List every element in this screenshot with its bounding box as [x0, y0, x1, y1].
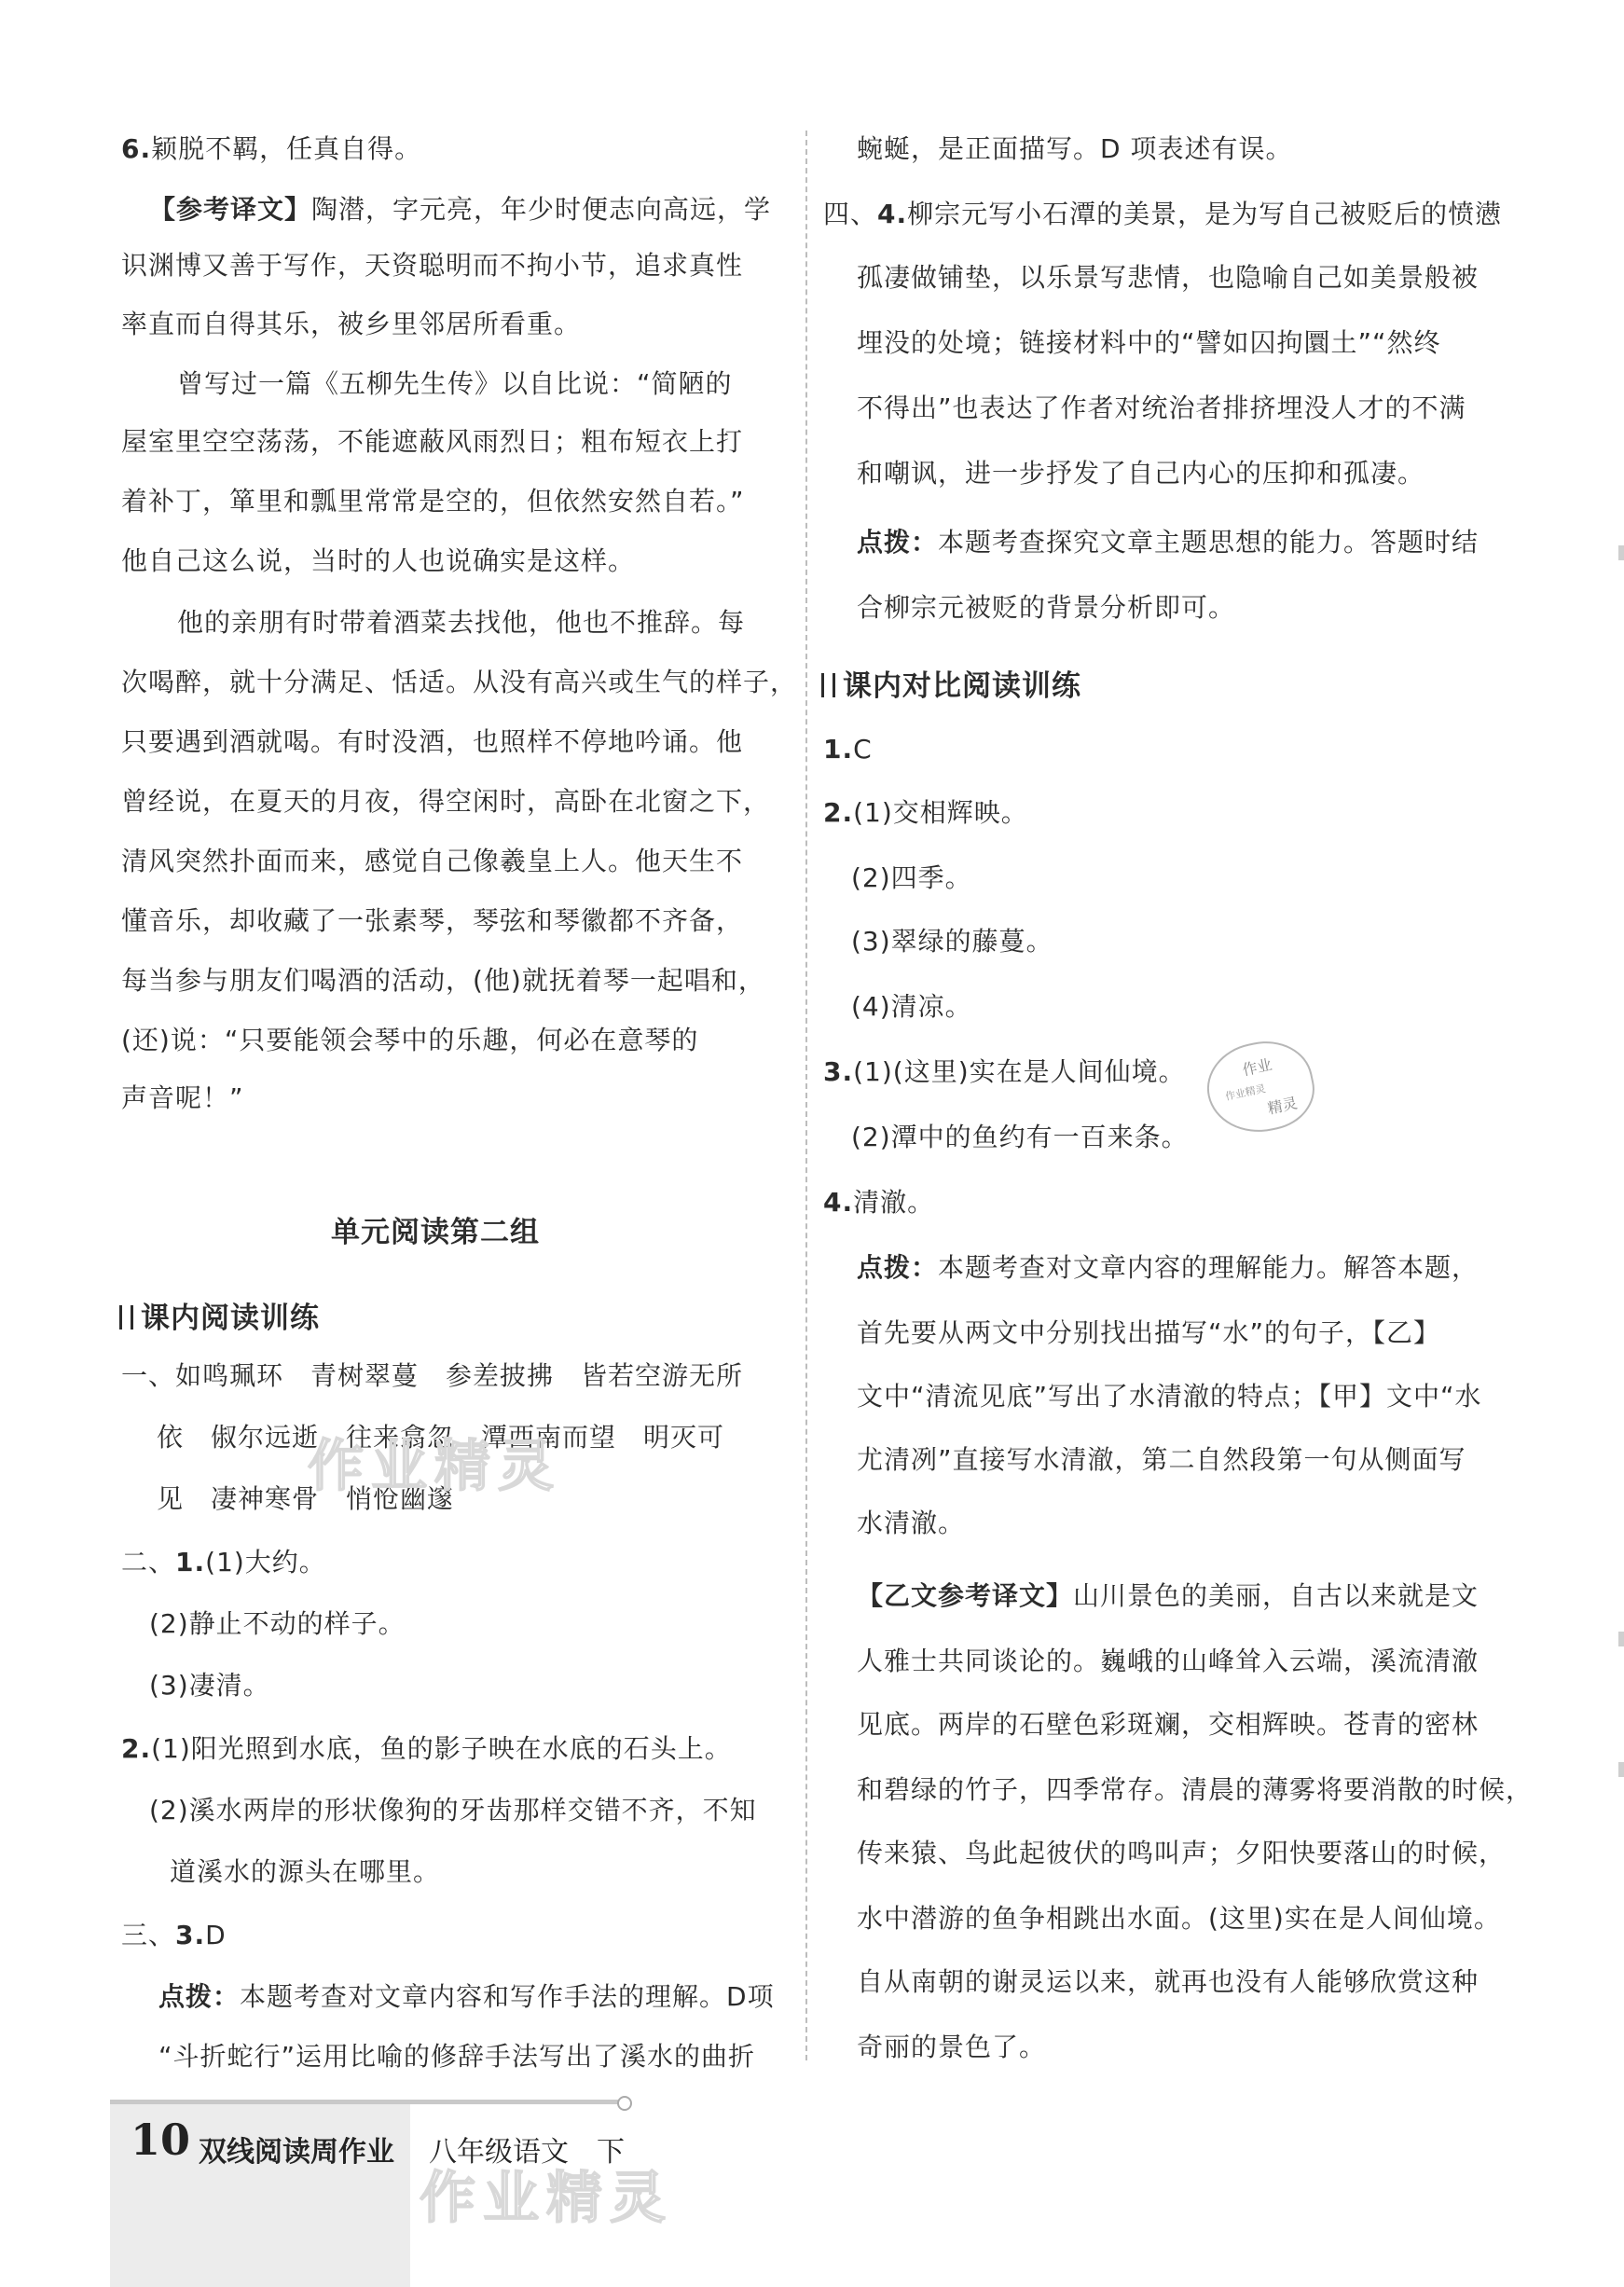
s1-line-2: 见 凄神寒骨 悄怆幽邃: [157, 1483, 455, 1514]
cont-line: 蜿蜒，是正面描写。D 项表述有误。: [857, 133, 1293, 164]
section-marker-icon: [119, 1305, 133, 1329]
s4-line-0: 四、4.柳宗元写小石潭的美景，是为写自己被贬后的愤懑: [823, 199, 1503, 229]
q2-item-4: (4)清凉。: [851, 991, 972, 1022]
s4-line-2: 埋没的处境；链接材料中的“譬如囚拘圜土”“然终: [857, 327, 1441, 358]
column-divider: [805, 131, 807, 2060]
q4-answer: 4.清澈。: [823, 1187, 935, 1218]
watermark-text-footer: 作业精灵: [420, 2166, 673, 2231]
trans3-line-4: 清风突然扑面而来，感觉自己像羲皇上人。他天生不: [121, 846, 744, 876]
section-title-in-class: 课内阅读训练: [119, 1294, 320, 1336]
trans1-line-0: 【参考译文】陶潜，字元亮，年少时便志向高远，学: [149, 194, 772, 225]
book-subtitle: 八年级语文 下: [429, 2136, 625, 2169]
q4-tip-line-0: 点拨：本题考查对文章内容的理解能力。解答本题，: [857, 1252, 1479, 1283]
s1-line-1: 依 俶尔远逝 往来翕忽 潭西南而望 明灭可: [157, 1422, 725, 1453]
trans2-line-1: 屋室里空空荡荡，不能遮蔽风雨烈日；粗布短衣上打: [121, 426, 744, 457]
s3-tip-line-1: “斗折蛇行”运用比喻的修辞手法写出了溪水的曲折: [158, 2041, 756, 2072]
trans3-line-3: 曾经说，在夏天的月夜，得空闲时，高卧在北窗之下，: [121, 786, 771, 817]
q4-tip-line-3: 尤清冽”直接写水清澈，第二自然段第一句从侧面写: [857, 1444, 1466, 1475]
s3-answer: 三、3.D: [121, 1920, 227, 1950]
q2-item-2: (2)四季。: [851, 862, 972, 893]
trans3-line-5: 懂音乐，却收藏了一张素琴，琴弦和琴徽都不齐备，: [121, 905, 744, 936]
book-title: 双线阅读周作业: [199, 2136, 394, 2169]
s2-q1-line: 二、1.(1)大约。: [121, 1547, 326, 1577]
s2-q1-item-2: (2)静止不动的样子。: [149, 1608, 406, 1639]
s1-line-0: 一、如鸣珮环 青树翠蔓 参差披拂 皆若空游无所: [121, 1360, 744, 1391]
seal-bottom-text: 精灵: [1266, 1094, 1300, 1118]
s2-q2-line: 2.(1)阳光照到水底，鱼的影子映在水底的石头上。: [121, 1733, 732, 1764]
scan-edge-mark: [1618, 1762, 1624, 1777]
scan-edge-mark: [1618, 1632, 1624, 1646]
trans-yi-line-2: 见底。两岸的石壁色彩斑斓，交相辉映。苍青的密林: [857, 1709, 1479, 1740]
q1-answer: 1.C: [823, 734, 873, 765]
watermark-seal: [1199, 1032, 1321, 1142]
tip-label: 点拨：: [857, 1252, 939, 1283]
trans-yi-line-6: 自从南朝的谢灵运以来，就再也没有人能够欣赏这种: [857, 1966, 1479, 1997]
page-number: 10: [131, 2115, 191, 2165]
seal-mid-text: 作业精灵: [1224, 1082, 1267, 1103]
trans2-line-2: 着补丁，箪里和瓢里常常是空的，但依然安然自若。”: [121, 486, 745, 517]
seal-top-text: 作业: [1240, 1055, 1274, 1080]
trans2-line-3: 他自己这么说，当时的人也说确实是这样。: [121, 545, 636, 576]
trans3-line-0: 他的亲朋有时带着酒菜去找他，他也不推辞。每: [177, 607, 746, 638]
trans2-line-0: 曾写过一篇《五柳先生传》以自比说：“简陋的: [177, 368, 733, 399]
trans-yi-line-1: 人雅士共同谈论的。巍峨的山峰耸入云端，溪流清澈: [857, 1646, 1479, 1676]
trans-yi-line-5: 水中潜游的鱼争相跳出水面。(这里)实在是人间仙境。: [857, 1903, 1501, 1934]
scan-edge-mark: [1618, 545, 1624, 560]
trans-yi-line-7: 奇丽的景色了。: [857, 2032, 1047, 2062]
yi-translation-label: 【乙文参考译文】: [857, 1580, 1074, 1611]
seal-icon: [1202, 1035, 1320, 1140]
group-title: 单元阅读第二组: [331, 1216, 540, 1249]
trans-yi-line-0: 【乙文参考译文】山川景色的美丽，自古以来就是文: [857, 1580, 1479, 1611]
q6-answer: 6.颖脱不羁，任真自得。: [121, 133, 422, 164]
footer-rule: [110, 2100, 625, 2104]
trans-yi-line-3: 和碧绿的竹子，四季常存。清晨的薄雾将要消散的时候，: [857, 1774, 1534, 1805]
section-title-compare: 课内对比阅读训练: [821, 662, 1081, 704]
trans3-line-8: 声音呢！”: [121, 1082, 244, 1113]
q3-line: 3.(1)(这里)实在是人间仙境。: [823, 1056, 1186, 1087]
ref-translation-label: 【参考译文】: [149, 194, 312, 225]
q2-item-3: (3)翠绿的藤蔓。: [851, 926, 1053, 957]
watermark-text: 作业精灵: [308, 1434, 561, 1499]
s2-q2-item-2: (2)溪水两岸的形状像狗的牙齿那样交错不齐，不知: [149, 1795, 757, 1825]
footer-rule-dot-icon: [617, 2096, 632, 2111]
q4-tip-line-2: 文中“清流见底”写出了水清澈的特点；【甲】文中“水: [857, 1381, 1482, 1412]
s4-line-1: 孤凄做铺垫，以乐景写悲情，也隐喻自己如美景般被: [857, 262, 1479, 293]
s2-q2-item-2-cont: 道溪水的源头在哪里。: [170, 1856, 441, 1887]
q3-item-2: (2)潭中的鱼约有一百来条。: [851, 1122, 1189, 1152]
s4-line-3: 不得出”也表达了作者对统治者排挤埋没人才的不满: [857, 393, 1466, 423]
s2-q1-item-3: (3)凄清。: [149, 1670, 270, 1701]
section-marker-icon: [821, 673, 835, 697]
trans3-line-7: (还)说：“只要能领会琴中的乐趣，何必在意琴的: [121, 1025, 699, 1055]
s4-tip-line-0: 点拨：本题考查探究文章主题思想的能力。答题时结: [857, 527, 1479, 558]
q2-line: 2.(1)交相辉映。: [823, 797, 1028, 828]
trans1-line-1: 识渊博又善于写作，天资聪明而不拘小节，追求真性: [121, 250, 744, 281]
tip-label: 点拨：: [857, 527, 939, 558]
s4-tip-line-1: 合柳宗元被贬的背景分析即可。: [857, 592, 1236, 623]
trans3-line-2: 只要遇到酒就喝。有时没酒，也照样不停地吟诵。他: [121, 726, 744, 757]
trans-yi-line-4: 传来猿、鸟此起彼伏的鸣叫声；夕阳快要落山的时候，: [857, 1838, 1507, 1868]
s4-line-4: 和嘲讽，进一步抒发了自己内心的压抑和孤凄。: [857, 458, 1425, 489]
s3-tip-line-0: 点拨：本题考查对文章内容和写作手法的理解。D项: [158, 1981, 775, 2012]
q4-tip-line-1: 首先要从两文中分别找出描写“水”的句子，【乙】: [857, 1317, 1441, 1348]
trans3-line-1: 次喝醉，就十分满足、恬适。从没有高兴或生气的样子，: [121, 667, 798, 697]
trans3-line-6: 每当参与朋友们喝酒的活动，(他)就抚着琴一起唱和，: [121, 965, 765, 996]
trans1-line-2: 率直而自得其乐，被乡里邻居所看重。: [121, 309, 582, 339]
tip-label: 点拨：: [158, 1981, 241, 2012]
q4-tip-line-4: 水清澈。: [857, 1508, 966, 1538]
